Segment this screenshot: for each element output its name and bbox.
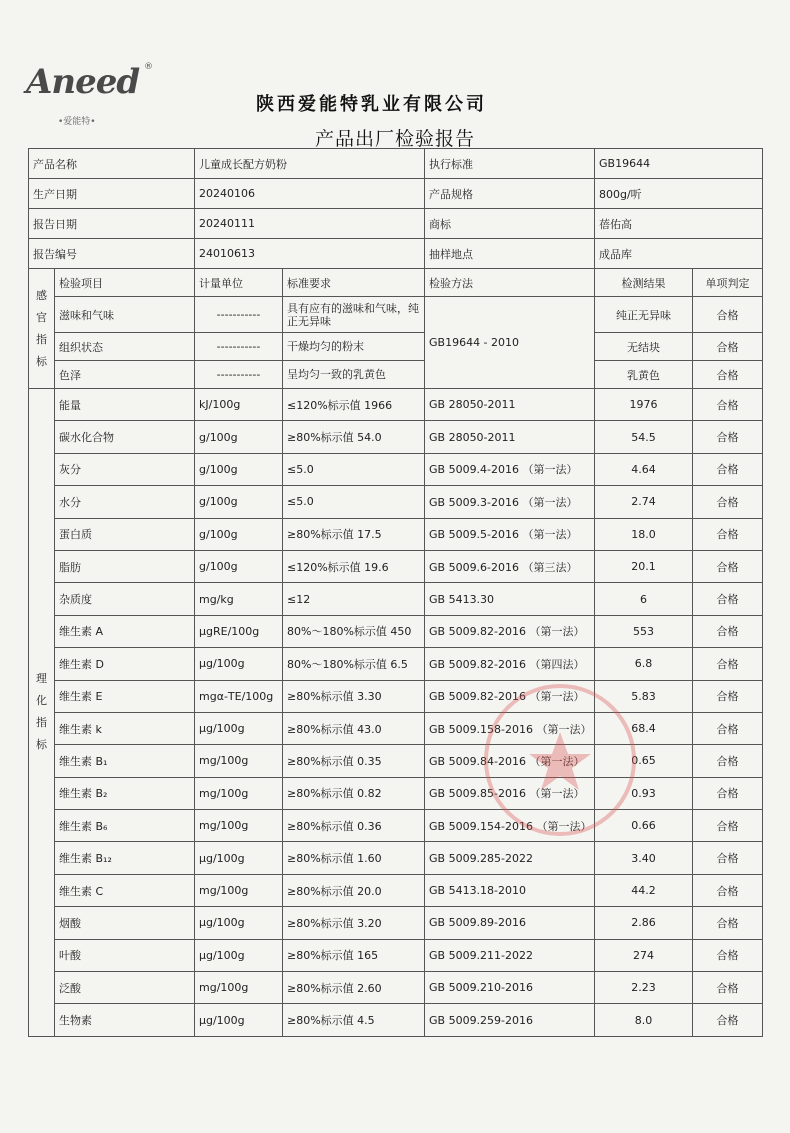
item-requirement: 呈均匀一致的乳黄色 [283,361,425,389]
table-row [29,209,763,239]
item-method: GB 5413.18-2010 [425,874,595,906]
column-header-unit: 计量单位 [195,269,283,297]
item-judgment: 合格 [693,583,763,615]
info-value: 蓓佑高 [595,209,763,239]
item-name: 水分 [55,486,195,518]
table-row [29,680,763,712]
item-method: GB 5009.158-2016 （第一法） [425,712,595,744]
table-row [29,972,763,1004]
item-unit: μg/100g [195,939,283,971]
info-value: GB19644 [595,149,763,179]
item-result: 0.93 [595,777,693,809]
column-header-method: 检验方法 [425,269,595,297]
info-label: 抽样地点 [425,239,595,269]
item-judgment: 合格 [693,453,763,485]
table-row [29,842,763,874]
item-name: 碳水化合物 [55,421,195,453]
item-judgment: 合格 [693,842,763,874]
item-name: 能量 [55,389,195,421]
item-unit: g/100g [195,550,283,582]
item-judgment: 合格 [693,361,763,389]
item-result: 1976 [595,389,693,421]
table-row [29,810,763,842]
info-value: 24010613 [195,239,425,269]
item-method: GB 5009.211-2022 [425,939,595,971]
item-method: GB 5009.259-2016 [425,1004,595,1036]
sensory-group-label: 感 官 指 标 [29,269,55,389]
item-name: 维生素 B₁₂ [55,842,195,874]
table-row [29,361,763,389]
item-judgment: 合格 [693,389,763,421]
table-row [29,421,763,453]
inspection-table [28,148,763,1037]
item-unit: mg/100g [195,874,283,906]
item-result: 无结块 [595,333,693,361]
item-method: GB 5009.82-2016 （第四法） [425,648,595,680]
table-row [29,518,763,550]
table-row [29,453,763,485]
info-label: 报告日期 [29,209,195,239]
item-unit: mg/100g [195,745,283,777]
item-requirement: ≥80%标示值 1.60 [283,842,425,874]
item-judgment: 合格 [693,1004,763,1036]
table-row [29,239,763,269]
item-judgment: 合格 [693,518,763,550]
item-method: GB 5009.4-2016 （第一法） [425,453,595,485]
item-judgment: 合格 [693,680,763,712]
item-requirement: ≥80%标示值 54.0 [283,421,425,453]
item-requirement: ≥80%标示值 17.5 [283,518,425,550]
item-method: GB 5413.30 [425,583,595,615]
item-unit: μg/100g [195,1004,283,1036]
table-row [29,179,763,209]
item-result: 6 [595,583,693,615]
item-result: 54.5 [595,421,693,453]
item-method: GB19644 - 2010 [425,297,595,389]
item-result: 553 [595,615,693,647]
item-result: 2.86 [595,907,693,939]
item-unit: mg/kg [195,583,283,615]
item-unit: μg/100g [195,842,283,874]
item-result: 5.83 [595,680,693,712]
item-method: GB 5009.85-2016 （第一法） [425,777,595,809]
column-header-requirement: 标准要求 [283,269,425,297]
item-name: 色泽 [55,361,195,389]
item-requirement: ≤5.0 [283,453,425,485]
item-name: 蛋白质 [55,518,195,550]
info-label: 商标 [425,209,595,239]
item-requirement: ≥80%标示值 3.20 [283,907,425,939]
info-value: 800g/听 [595,179,763,209]
item-judgment: 合格 [693,421,763,453]
item-name: 维生素 B₁ [55,745,195,777]
table-row [29,149,763,179]
table-row [29,389,763,421]
item-requirement: ≤12 [283,583,425,615]
info-value: 20240106 [195,179,425,209]
info-label: 产品名称 [29,149,195,179]
table-row [29,297,763,333]
item-requirement: 80%～180%标示值 6.5 [283,648,425,680]
item-unit: g/100g [195,453,283,485]
item-result: 3.40 [595,842,693,874]
item-unit: ----------- [195,297,283,333]
item-requirement: ≥80%标示值 0.35 [283,745,425,777]
item-judgment: 合格 [693,297,763,333]
table-row [29,1004,763,1036]
item-result: 0.66 [595,810,693,842]
item-name: 滋味和气味 [55,297,195,333]
item-name: 维生素 A [55,615,195,647]
item-unit: g/100g [195,421,283,453]
item-name: 生物素 [55,1004,195,1036]
item-name: 灰分 [55,453,195,485]
logo-subtitle: •爱能特• [58,117,96,127]
item-result: 8.0 [595,1004,693,1036]
item-result: 乳黄色 [595,361,693,389]
table-row [29,615,763,647]
item-name: 维生素 E [55,680,195,712]
logo-text: Aneed [26,62,140,102]
item-requirement: 具有应有的滋味和气味，纯正无异味 [283,297,425,333]
table-row [29,333,763,361]
table-row [29,269,763,297]
item-judgment: 合格 [693,745,763,777]
item-name: 维生素 C [55,874,195,906]
table-row [29,907,763,939]
item-judgment: 合格 [693,615,763,647]
item-judgment: 合格 [693,712,763,744]
item-requirement: ≤5.0 [283,486,425,518]
item-requirement: 干燥均匀的粉末 [283,333,425,361]
item-unit: g/100g [195,518,283,550]
item-method: GB 5009.82-2016 （第一法） [425,680,595,712]
item-name: 维生素 D [55,648,195,680]
physchem-group-label: 理 化 指 标 [29,389,55,1037]
item-requirement: ≥80%标示值 165 [283,939,425,971]
item-unit: ----------- [195,333,283,361]
item-requirement: ≥80%标示值 0.36 [283,810,425,842]
item-unit: mg/100g [195,810,283,842]
item-method: GB 5009.6-2016 （第三法） [425,550,595,582]
item-result: 20.1 [595,550,693,582]
registered-mark: ® [144,62,153,72]
item-judgment: 合格 [693,333,763,361]
column-header-item: 检验项目 [55,269,195,297]
item-method: GB 28050-2011 [425,389,595,421]
item-method: GB 5009.89-2016 [425,907,595,939]
item-unit: μg/100g [195,907,283,939]
item-unit: mgα-TE/100g [195,680,283,712]
item-result: 18.0 [595,518,693,550]
item-judgment: 合格 [693,648,763,680]
item-requirement: ≥80%标示值 20.0 [283,874,425,906]
item-unit: μgRE/100g [195,615,283,647]
item-judgment: 合格 [693,810,763,842]
info-value: 20240111 [195,209,425,239]
item-requirement: ≥80%标示值 4.5 [283,1004,425,1036]
item-result: 纯正无异味 [595,297,693,333]
item-requirement: ≥80%标示值 3.30 [283,680,425,712]
item-name: 维生素 B₆ [55,810,195,842]
item-unit: ----------- [195,361,283,389]
item-name: 维生素 k [55,712,195,744]
item-unit: mg/100g [195,972,283,1004]
item-result: 44.2 [595,874,693,906]
item-judgment: 合格 [693,939,763,971]
item-method: GB 5009.82-2016 （第一法） [425,615,595,647]
item-method: GB 5009.5-2016 （第一法） [425,518,595,550]
item-result: 68.4 [595,712,693,744]
item-judgment: 合格 [693,777,763,809]
item-requirement: ≥80%标示值 2.60 [283,972,425,1004]
item-unit: mg/100g [195,777,283,809]
table-row [29,486,763,518]
item-method: GB 5009.3-2016 （第一法） [425,486,595,518]
table-row [29,583,763,615]
table-row [29,874,763,906]
item-name: 烟酸 [55,907,195,939]
item-unit: kJ/100g [195,389,283,421]
item-method: GB 5009.210-2016 [425,972,595,1004]
item-judgment: 合格 [693,486,763,518]
table-row [29,550,763,582]
item-judgment: 合格 [693,907,763,939]
company-logo [22,56,154,128]
table-row [29,648,763,680]
item-result: 274 [595,939,693,971]
column-header-judgment: 单项判定 [693,269,763,297]
item-unit: μg/100g [195,648,283,680]
item-name: 泛酸 [55,972,195,1004]
item-method: GB 5009.285-2022 [425,842,595,874]
item-unit: g/100g [195,486,283,518]
info-label: 产品规格 [425,179,595,209]
item-judgment: 合格 [693,550,763,582]
info-value: 成品库 [595,239,763,269]
item-judgment: 合格 [693,972,763,1004]
item-requirement: ≥80%标示值 0.82 [283,777,425,809]
info-label: 执行标准 [425,149,595,179]
item-name: 杂质度 [55,583,195,615]
item-result: 2.23 [595,972,693,1004]
item-unit: μg/100g [195,712,283,744]
table-row [29,712,763,744]
item-name: 组织状态 [55,333,195,361]
item-result: 6.8 [595,648,693,680]
info-value: 儿童成长配方奶粉 [195,149,425,179]
item-requirement: 80%～180%标示值 450 [283,615,425,647]
table-row [29,939,763,971]
item-result: 0.65 [595,745,693,777]
column-header-result: 检测结果 [595,269,693,297]
item-method: GB 5009.154-2016 （第一法） [425,810,595,842]
company-name: 陕西爱能特乳业有限公司 [256,94,487,115]
table-row [29,745,763,777]
item-name: 叶酸 [55,939,195,971]
item-result: 4.64 [595,453,693,485]
item-requirement: ≤120%标示值 1966 [283,389,425,421]
info-label: 报告编号 [29,239,195,269]
item-name: 脂肪 [55,550,195,582]
item-requirement: ≤120%标示值 19.6 [283,550,425,582]
item-method: GB 5009.84-2016 （第一法） [425,745,595,777]
item-judgment: 合格 [693,874,763,906]
table-row [29,777,763,809]
item-name: 维生素 B₂ [55,777,195,809]
info-label: 生产日期 [29,179,195,209]
item-method: GB 28050-2011 [425,421,595,453]
report-title: 产品出厂检验报告 [314,128,475,150]
item-requirement: ≥80%标示值 43.0 [283,712,425,744]
item-result: 2.74 [595,486,693,518]
